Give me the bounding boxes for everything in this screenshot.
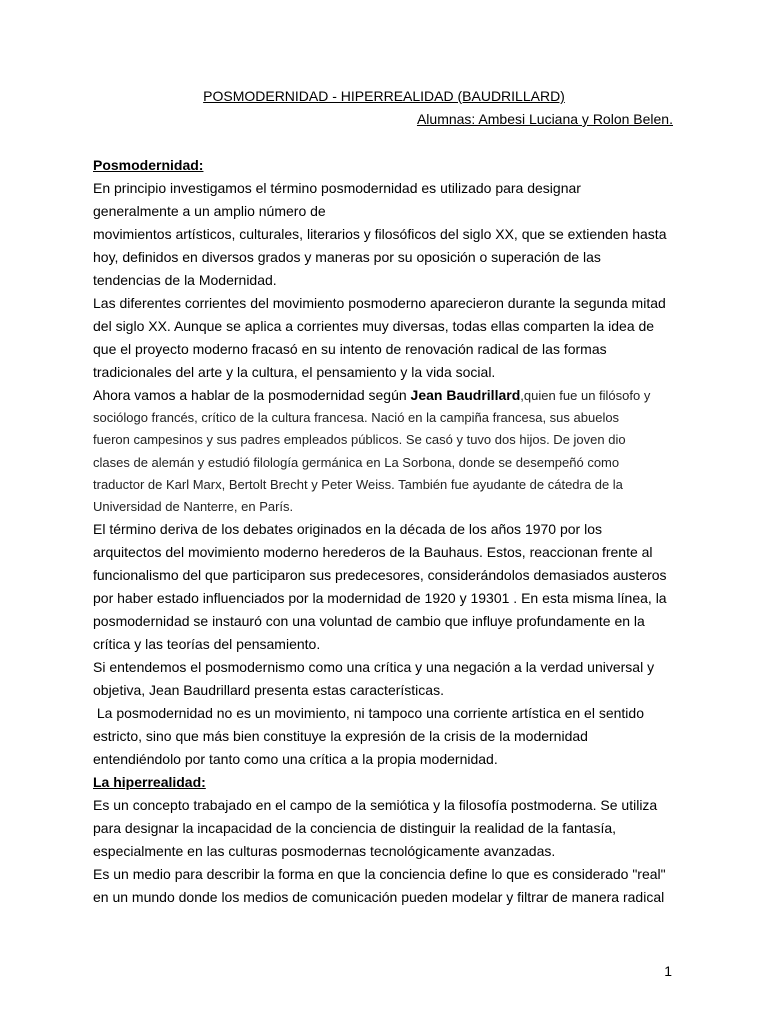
- document-title: POSMODERNIDAD - HIPERREALIDAD (BAUDRILLARD): [203, 88, 565, 104]
- paragraph-line: El término deriva de los debates originados en la década de los años 1970 por los: [93, 521, 602, 538]
- paragraph-line: En principio investigamos el término posmodernidad es utilizado para designar: [93, 180, 581, 196]
- paragraph-line: Es un medio para describir la forma en que la conciencia define lo que es considerado "real": [93, 866, 666, 883]
- bio-line: traductor de Karl Marx, Bertolt Brecht y Peter Weiss. También fue ayudante de cátedra de la: [93, 476, 623, 492]
- paragraph-line: movimientos artísticos, culturales, literarios y filosóficos del siglo XX, que se extienden hasta: [93, 226, 667, 242]
- paragraph-line: posmodernidad se instauró con una voluntad de cambio que influye profundamente en la: [93, 613, 645, 630]
- bio-line: fueron campesinos y sus padres empleados públicos. Se casó y tuvo dos hijos. De joven dio: [93, 432, 626, 448]
- paragraph-line: para designar la incapacidad de la conciencia de distinguir la realidad de la fantasía,: [93, 820, 617, 837]
- paragraph-line: tendencias de la Modernidad.: [93, 272, 277, 288]
- paragraph-line: crítica y las teorías del pensamiento.: [93, 636, 321, 653]
- document-authors: Alumnas: Ambesi Luciana y Rolon Belen.: [416, 111, 673, 127]
- bio-line: Universidad de Nanterre, en París.: [93, 499, 294, 515]
- page-number: 1: [664, 963, 672, 979]
- paragraph-line: del siglo XX. Aunque se aplica a corrientes muy diversas, todas ellas comparten la idea de: [93, 318, 655, 334]
- paragraph-line: en un mundo donde los medios de comunicación pueden modelar y filtrar de manera radical: [93, 889, 665, 906]
- paragraph-line: por haber estado influenciados por la modernidad de 1920 y 19301 . En esta misma línea, la: [93, 590, 667, 607]
- intro-text-continued: ,quien fue un filósofo y: [520, 388, 651, 403]
- bio-line: clases de alemán y estudió filología germánica en La Sorbona, donde se desempeñó como: [93, 454, 620, 470]
- intro-text: Ahora vamos a hablar de la posmodernidad según: [93, 387, 411, 403]
- paragraph-line: entendiéndolo por tanto como una crítica a la propia modernidad.: [93, 751, 498, 768]
- paragraph-line: que el proyecto moderno fracasó en su intento de renovación radical de las formas: [93, 341, 607, 357]
- paragraph-line: generalmente a un amplio número de: [93, 203, 326, 219]
- paragraph-line: hoy, definidos en diversos grados y maneras por su oposición o superación de las: [93, 249, 601, 265]
- paragraph-line: La posmodernidad no es un movimiento, ni tampoco una corriente artística en el sentido: [93, 705, 644, 722]
- paragraph-line: funcionalismo del que participaron sus predecesores, considerándolos demasiados austeros: [93, 567, 667, 584]
- paragraph-line: especialmente en las culturas posmodernas tecnológicamente avanzadas.: [93, 843, 556, 860]
- bio-line: sociólogo francés, crítico de la cultura francesa. Nació en la campiña francesa, sus abuelos: [93, 410, 620, 425]
- paragraph-line: arquitectos del movimiento moderno herederos de la Bauhaus. Estos, reaccionan frente al: [93, 544, 653, 561]
- baudrillard-name: Jean Baudrillard: [410, 387, 521, 403]
- section-heading-hiperrealidad: La hiperrealidad:: [93, 774, 206, 791]
- paragraph-line: tradicionales del arte y la cultura, el pensamiento y la vida social.: [93, 364, 496, 380]
- paragraph-line: Es un concepto trabajado en el campo de la semiótica y la filosofía postmoderna. Se utiliza: [93, 797, 658, 814]
- paragraph-line: Las diferentes corrientes del movimiento posmoderno aparecieron durante la segunda mitad: [93, 295, 666, 311]
- paragraph-line: Si entendemos el posmodernismo como una crítica y una negación a la verdad universal y: [93, 659, 655, 676]
- baudrillard-intro-line: [93, 384, 679, 407]
- section-heading-posmodernidad: Posmodernidad:: [93, 157, 204, 173]
- document-body: [93, 154, 679, 909]
- paragraph-line: objetiva, Jean Baudrillard presenta estas características.: [93, 682, 444, 699]
- paragraph-line: estricto, sino que más bien constituye la expresión de la crisis de la modernidad: [93, 728, 588, 745]
